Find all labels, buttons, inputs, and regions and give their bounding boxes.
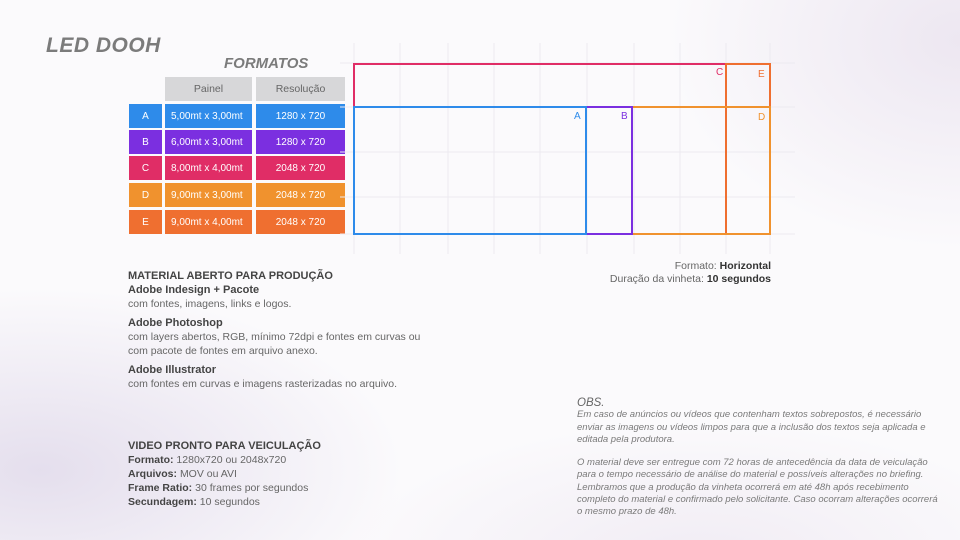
spec-label: Arquivos: (128, 468, 178, 480)
obs-paragraph: O material deve ser entregue com 72 horas de antecedência da data de veiculação para o tempo necessário de análise do material e possíveis alterações no briefing. Lembramos que a produção da vinheta ocorrerá em até 48h após recebimento completo do material e confirmado pelo solicitante. Caso ocorram alterações ocorrerá o mesmo prazo de 48h. (577, 457, 938, 518)
row-letter: A (129, 104, 162, 128)
row-panel: 5,00mt x 3,00mt (165, 104, 252, 128)
material-section (128, 269, 428, 391)
label-d: D (758, 112, 766, 123)
spec-label: Frame Ratio: (128, 482, 193, 494)
material-item-title: Adobe Photoshop (128, 317, 223, 329)
label-c: C (716, 67, 724, 78)
video-section (128, 439, 428, 509)
spec-value: 30 frames por segundos (195, 482, 309, 494)
row-letter: B (129, 130, 162, 154)
spec-label: Formato: (128, 454, 174, 466)
obs-paragraph: Em caso de anúncios ou vídeos que contenham textos sobrepostos, é necessário enviar as imagens ou vídeos limpos para que a inclusão dos textos seja aplicada e editada pela produtora. (577, 409, 926, 445)
spec-value: 10 segundos (199, 496, 260, 508)
duration-label: Duração da vinheta: (609, 273, 704, 285)
rect-d (632, 107, 770, 234)
video-heading: VIDEO PRONTO PARA VEICULAÇÃO (128, 440, 321, 452)
video-spec (128, 467, 428, 481)
row-resolution: 2048 x 720 (256, 210, 345, 234)
rect-e (726, 64, 770, 234)
row-panel: 9,00mt x 3,00mt (165, 183, 252, 207)
video-spec (128, 495, 428, 509)
row-panel: 9,00mt x 4,00mt (165, 210, 252, 234)
row-resolution: 2048 x 720 (256, 156, 345, 180)
row-panel: 8,00mt x 4,00mt (165, 156, 252, 180)
header-resolution: Resolução (256, 77, 345, 101)
format-label: Formato: (674, 260, 717, 272)
material-item-desc: com fontes em curvas e imagens rasterizadas no arquivo. (128, 378, 398, 390)
video-spec (128, 481, 428, 495)
spec-value: 1280x720 ou 2048x720 (176, 454, 287, 466)
label-b: B (621, 111, 628, 122)
row-panel: 6,00mt x 3,00mt (165, 130, 252, 154)
row-letter: D (129, 183, 162, 207)
label-e: E (758, 69, 765, 80)
material-item-title: Adobe Indesign + Pacote (128, 284, 260, 296)
format-value: Horizontal (719, 260, 771, 272)
row-letter: C (129, 156, 162, 180)
obs-title: OBS. (577, 397, 605, 409)
spec-label: Secundagem: (128, 496, 197, 508)
material-item-title: Adobe Illustrator (128, 364, 217, 376)
material-item-desc: com layers abertos, RGB, mínimo 72dpi e fontes em curvas ou com pacote de fontes em arquivo anexo. (128, 331, 421, 357)
format-info (610, 260, 771, 286)
obs-section (577, 397, 943, 519)
duration-value: 10 segundos (706, 273, 771, 285)
spec-value: MOV ou AVI (179, 468, 237, 480)
row-resolution: 1280 x 720 (256, 130, 345, 154)
header-panel: Painel (165, 77, 252, 101)
label-a: A (574, 111, 581, 122)
material-item-desc: com fontes, imagens, links e logos. (128, 298, 292, 310)
format-size-diagram (340, 40, 800, 260)
rect-b (586, 107, 632, 234)
row-resolution: 2048 x 720 (256, 183, 345, 207)
material-heading: MATERIAL ABERTO PARA PRODUÇÃO (128, 270, 333, 282)
row-letter: E (129, 210, 162, 234)
formats-title: FORMATOS (224, 55, 309, 72)
video-spec (128, 453, 428, 467)
page-title: LED DOOH (46, 34, 161, 57)
row-resolution: 1280 x 720 (256, 104, 345, 128)
rect-a (354, 107, 586, 234)
